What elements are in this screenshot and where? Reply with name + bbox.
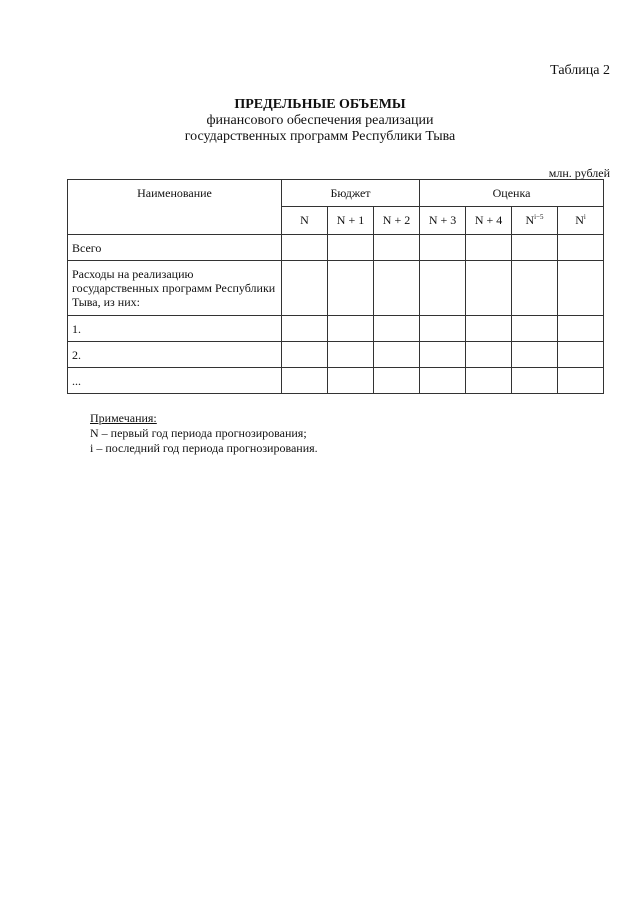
table-cell (282, 261, 328, 316)
table-cell (512, 368, 558, 394)
table-cell (374, 235, 420, 261)
table-cell (328, 261, 374, 316)
table-cell (466, 316, 512, 342)
table-row (68, 368, 604, 394)
table-cell (282, 342, 328, 368)
header-col-n-plus-2: N + 2 (374, 207, 420, 235)
table-cell (374, 316, 420, 342)
header-col-n: N (282, 207, 328, 235)
table-number-label: Таблица 2 (550, 63, 610, 78)
table-row (68, 342, 604, 368)
notes-block (90, 411, 318, 456)
header-col-n-i: $N^i$ (558, 207, 604, 235)
table-row (68, 261, 604, 316)
table-cell (328, 342, 374, 368)
table-cell (466, 261, 512, 316)
table-cell (466, 342, 512, 368)
row-label-ellipsis: ... (68, 368, 282, 394)
table-cell (558, 261, 604, 316)
table-cell (558, 368, 604, 394)
table-cell (328, 316, 374, 342)
table-cell (466, 235, 512, 261)
row-label-total: Всего (68, 235, 282, 261)
header-col-n-plus-4: N + 4 (466, 207, 512, 235)
table-cell (282, 316, 328, 342)
budget-table (67, 179, 604, 394)
header-name: Наименование (68, 180, 282, 235)
title-subtitle-line-1: финансового обеспечения реализации (206, 113, 434, 128)
page-title: ПРЕДЕЛЬНЫЕ ОБЪЕМЫ (234, 97, 406, 112)
table-cell (512, 261, 558, 316)
table-cell (512, 316, 558, 342)
header-estimate-group: Оценка (420, 180, 604, 207)
note-line-1: N – первый год периода прогнозирования; (90, 426, 307, 440)
table-cell (512, 235, 558, 261)
table-cell (420, 368, 466, 394)
table-cell (558, 235, 604, 261)
table-cell (420, 261, 466, 316)
row-label-item-2: 2. (68, 342, 282, 368)
table-cell (420, 316, 466, 342)
title-block (0, 97, 640, 145)
table-cell (558, 342, 604, 368)
table-row (68, 316, 604, 342)
notes-title: Примечания: (90, 411, 157, 425)
units-label: млн. рублей (548, 166, 610, 180)
table-cell (374, 261, 420, 316)
table-cell (512, 342, 558, 368)
table-cell (374, 368, 420, 394)
table-row (68, 235, 604, 261)
table-cell (328, 235, 374, 261)
header-col-n-plus-1: N + 1 (328, 207, 374, 235)
table-cell (374, 342, 420, 368)
header-col-n-plus-3: N + 3 (420, 207, 466, 235)
table-cell (282, 368, 328, 394)
row-label-item-1: 1. (68, 316, 282, 342)
table-cell (420, 235, 466, 261)
table-cell (328, 368, 374, 394)
header-col-n-i-minus-5: $N^{i-5}$ (512, 207, 558, 235)
table-cell (420, 342, 466, 368)
table-cell (282, 235, 328, 261)
table-cell (558, 316, 604, 342)
header-budget-group: Бюджет (282, 180, 420, 207)
row-label-program-expenses: Расходы на реализацию государственных программ Республики Тыва, из них: (68, 261, 282, 316)
note-line-2: i – последний год периода прогнозирования. (90, 441, 318, 455)
table-cell (466, 368, 512, 394)
title-subtitle-line-2: государственных программ Республики Тыва (184, 129, 456, 144)
